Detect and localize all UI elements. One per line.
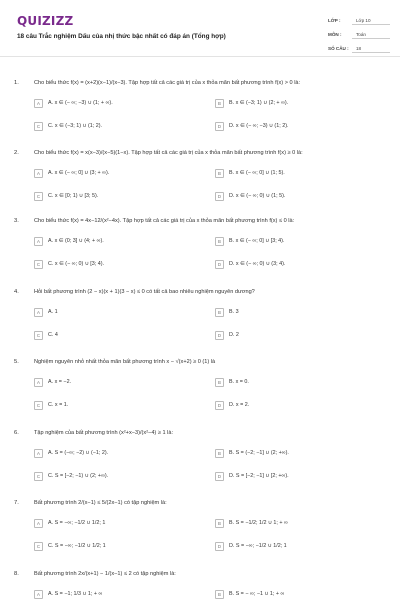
question-number: 2. (14, 150, 19, 156)
option-key-box: A (34, 99, 43, 108)
option-text: C. x ∈ (−3; 1) ∪ (1; 2). (48, 123, 103, 129)
option-key-box: B (215, 378, 224, 387)
answer-option-c[interactable] (34, 540, 106, 552)
answer-option-d[interactable] (215, 258, 285, 270)
answer-option-c[interactable] (34, 470, 108, 482)
option-key-box: B (215, 169, 224, 178)
answer-option-a[interactable] (34, 235, 104, 247)
meta-count-value: 18 (352, 44, 390, 53)
question-text: Bất phương trình 2/(x−1) ≤ 5/(2x−1) có tập nghiệm là: (34, 500, 167, 506)
quizizz-logo: QUIZIZZ (17, 14, 74, 28)
answer-option-a[interactable] (34, 376, 71, 388)
option-text: A. S = (−∞; −2) ∪ (−1; 2). (48, 450, 109, 456)
question-number: 4. (14, 289, 19, 295)
option-key-box: D (215, 331, 224, 340)
answer-option-c[interactable] (34, 329, 58, 341)
question-text: Nghiệm nguyên nhỏ nhất thỏa mãn bất phương trình x − √(x+2) ≥ 0 (1) là (34, 359, 216, 365)
option-key-box: B (215, 308, 224, 317)
answer-option-b[interactable] (215, 235, 284, 247)
answer-option-c[interactable] (34, 190, 98, 202)
option-text: D. S = −∞; −1/2 ∪ 1/2; 1 (229, 543, 287, 549)
option-key-box: A (34, 378, 43, 387)
option-text: A. x = −2. (48, 379, 72, 385)
question-number: 1. (14, 80, 19, 86)
option-key-box: A (34, 590, 43, 599)
question-number: 6. (14, 430, 19, 436)
option-key-box: D (215, 192, 224, 201)
meta-subject-label: MÔN : (328, 31, 342, 37)
question-number: 3. (14, 218, 19, 224)
answer-option-a[interactable] (34, 517, 105, 529)
option-key-box: C (34, 331, 43, 340)
option-text: C. x ∈ (− ∞; 0) ∪ [3; 4). (48, 261, 105, 267)
option-text: B. x = 0. (229, 379, 249, 385)
answer-option-d[interactable] (215, 470, 289, 482)
option-key-box: D (215, 260, 224, 269)
option-text: D. x ∈ (− ∞; 0) ∪ (3; 4). (229, 261, 286, 267)
option-text: A. x ∈ (− ∞; 0] ∪ (3; + ∞). (48, 170, 110, 176)
meta-subject (328, 28, 390, 40)
answer-option-a[interactable] (34, 306, 58, 318)
option-text: D. 2 (229, 332, 239, 338)
question-text: Cho biểu thức f(x) = 4x−12/(x²−4x). Tập hợp tất cả các giá trị của x thỏa mãn bất phương trình f(x) ≤ 0 là: (34, 218, 295, 224)
option-text: C. x = 1. (48, 402, 69, 408)
option-text: B. S = (−2; −1] ∪ (2; +∞). (229, 450, 289, 456)
option-key-box: A (34, 519, 43, 528)
option-key-box: C (34, 122, 43, 131)
option-text: D. x ∈ (− ∞; −3) ∪ (1; 2). (229, 123, 289, 129)
document-header (0, 0, 400, 57)
answer-option-d[interactable] (215, 540, 287, 552)
option-key-box: B (215, 449, 224, 458)
meta-count-label: SỐ CÂU : (328, 45, 349, 51)
question-text: Bất phương trình 2x/(x+1) − 1/(x−1) ≤ 2 có tập nghiệm là: (34, 571, 176, 577)
option-key-box: D (215, 401, 224, 410)
meta-subject-value: Toán (352, 30, 390, 39)
document-title: 18 câu Trắc nghiệm Dấu của nhị thức bậc nhất có đáp án (Tổng hợp) (17, 33, 226, 40)
option-key-box: A (34, 169, 43, 178)
answer-option-a[interactable] (34, 588, 102, 600)
answer-option-d[interactable] (215, 399, 249, 411)
option-key-box: D (215, 472, 224, 481)
question-text: Cho biểu thức f(x) = x(x−3)/(x−5)(1−x). Tập hợp tất cả các giá trị của x thỏa mãn bất phương trình f(x) ≥ 0 là: (34, 150, 303, 156)
meta-class (328, 14, 390, 26)
option-key-box: A (34, 449, 43, 458)
option-text: B. S = −1/2; 1/2 ∪ 1; + ∞ (229, 520, 288, 526)
option-text: D. x = 2. (229, 402, 250, 408)
option-text: A. x ∈ (− ∞; −3) ∪ (1; + ∞). (48, 100, 113, 106)
question-text: Hỏi bất phương trình (2 − x)(x + 1)(3 − x) ≤ 0 có tất cả bao nhiêu nghiệm nguyên dương? (34, 289, 255, 295)
answer-option-c[interactable] (34, 258, 104, 270)
answer-option-a[interactable] (34, 97, 113, 109)
answer-option-a[interactable] (34, 447, 108, 459)
question-number: 8. (14, 571, 19, 577)
meta-class-value: Lớp 10 (352, 16, 390, 25)
answer-option-b[interactable] (215, 447, 289, 459)
answer-option-b[interactable] (215, 306, 239, 318)
answer-option-d[interactable] (215, 120, 289, 132)
answer-option-b[interactable] (215, 167, 285, 179)
option-text: C. x ∈ [0; 1) ∪ [3; 5). (48, 193, 99, 199)
option-key-box: A (34, 237, 43, 246)
question-number: 7. (14, 500, 19, 506)
option-text: B. S = − ∞; −1 ∪ 1; + ∞ (229, 591, 285, 597)
option-text: B. 3 (229, 309, 239, 315)
option-key-box: B (215, 237, 224, 246)
answer-option-d[interactable] (215, 329, 239, 341)
option-text: A. S = −∞; −1/2 ∪ 1/2; 1 (48, 520, 106, 526)
meta-class-label: LỚP : (328, 17, 341, 23)
answer-option-b[interactable] (215, 588, 284, 600)
option-key-box: B (215, 519, 224, 528)
meta-count (328, 42, 390, 54)
answer-option-d[interactable] (215, 190, 285, 202)
option-text: B. x ∈ (− ∞; 0] ∪ (1; 5). (229, 170, 285, 176)
option-text: B. x ∈ (−3; 1) ∪ (2; + ∞). (229, 100, 289, 106)
question-text: Cho biểu thức f(x) = (x+2)(x−1)/(x−3). Tập hợp tất cả các giá trị của x thỏa mãn bất phương trình f(x) > 0 là: (34, 80, 301, 86)
question-number: 5. (14, 359, 19, 365)
answer-option-b[interactable] (215, 376, 249, 388)
option-text: C. 4 (48, 332, 58, 338)
answer-option-c[interactable] (34, 120, 102, 132)
option-key-box: C (34, 192, 43, 201)
option-key-box: D (215, 542, 224, 551)
option-text: D. x ∈ (− ∞; 0) ∪ (1; 5). (229, 193, 286, 199)
option-text: C. S = −∞; −1/2 ∪ 1/2; 1 (48, 543, 106, 549)
question-text: Tập nghiệm của bất phương trình (x²+x−3)/(x²−4) ≥ 1 là: (34, 430, 174, 436)
option-text: A. x ∈ (0; 3] ∪ (4; + ∞). (48, 238, 104, 244)
answer-option-c[interactable] (34, 399, 68, 411)
answer-option-a[interactable] (34, 167, 109, 179)
option-text: A. S = −1; 1/3 ∪ 1; + ∞ (48, 591, 103, 597)
option-key-box: B (215, 590, 224, 599)
option-key-box: B (215, 99, 224, 108)
answer-option-b[interactable] (215, 97, 288, 109)
option-key-box: C (34, 472, 43, 481)
option-key-box: C (34, 542, 43, 551)
option-text: C. S = [−2; −1) ∪ (2; +∞). (48, 473, 109, 479)
option-key-box: A (34, 308, 43, 317)
option-text: B. x ∈ (− ∞; 0] ∪ [3; 4). (229, 238, 285, 244)
option-key-box: C (34, 401, 43, 410)
option-text: D. S = [−2; −1] ∪ [2; +∞). (229, 473, 289, 479)
option-key-box: C (34, 260, 43, 269)
answer-option-b[interactable] (215, 517, 288, 529)
option-text: A. 1 (48, 309, 58, 315)
option-key-box: D (215, 122, 224, 131)
